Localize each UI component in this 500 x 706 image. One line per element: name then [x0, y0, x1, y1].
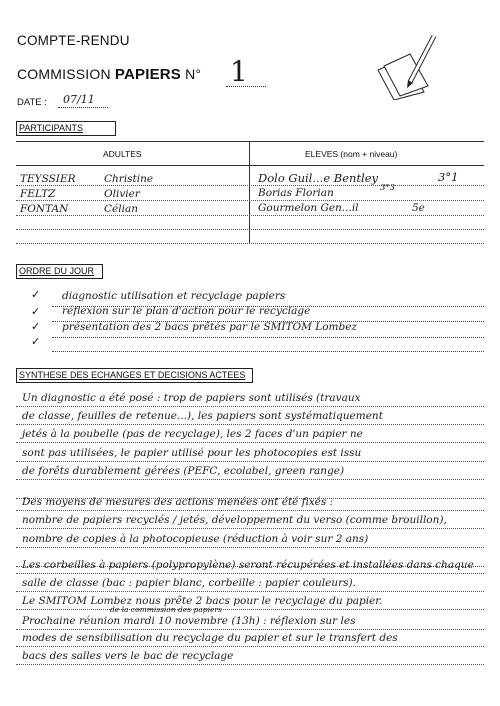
title-compte-rendu: COMPTE-RENDU — [17, 33, 130, 48]
ordre-item: présentation des 2 bacs prêtés par le SMITOM Lombez — [62, 321, 357, 333]
ordre-rule — [52, 337, 484, 338]
eleve-niveau: 3°1 — [438, 170, 459, 184]
synthese-line: nombre de papiers recyclés / jetés, développement du verso (comme brouillon), — [22, 514, 447, 526]
synthese-rule — [16, 510, 484, 511]
synthese-rule — [16, 591, 484, 592]
adulte-prenom: Olivier — [104, 188, 140, 200]
title-number-label: N° — [181, 66, 202, 82]
synthese-rule — [16, 547, 484, 548]
synthese-line: Prochaine réunion mardi 10 novembre (13h) : réflexion sur les — [22, 615, 356, 627]
synthese-line: salle de classe (bac : papier blanc, corbeille : papier couleurs). — [22, 577, 356, 589]
synthese-line: bacs des salles vers le bac de recyclage — [22, 650, 234, 662]
synthese-rule — [16, 442, 484, 443]
adulte-nom: FONTAN — [20, 203, 69, 215]
synthese-insert: de la commission des papiers — [110, 605, 222, 614]
synthese-rule — [16, 664, 484, 665]
participants-divider — [249, 141, 250, 243]
synthese-line: Le SMITOM Lombez nous prête 2 bacs pour le recyclage du papier. — [22, 595, 383, 607]
participants-row-rule — [16, 243, 484, 244]
checkmark-icon: ✓ — [31, 289, 41, 301]
synthese-heading: SYNTHESE DES ECHANGES ET DECISIONS ACTEES — [19, 370, 246, 380]
commission-number: 1 — [230, 55, 248, 88]
participants-row-rule — [16, 229, 484, 230]
synthese-rule — [16, 629, 484, 630]
ordre-item: diagnostic utilisation et recyclage papiers — [62, 290, 286, 302]
checkmark-icon: ✓ — [31, 321, 41, 333]
synthese-line: modes de sensibilisation du recyclage du papier et sur le transfert des — [22, 632, 398, 644]
col-adultes: ADULTES — [103, 149, 142, 159]
title-commission — [17, 66, 201, 83]
number-underline — [226, 86, 266, 87]
adulte-prenom: Célian — [104, 203, 138, 215]
synthese-rule — [16, 573, 484, 574]
eleve-nom: Dolo Guil...e Bentley — [258, 171, 379, 185]
synthese-rule — [16, 406, 484, 407]
synthese-line: Des moyens de mesures des actions menées ont été fixés : — [22, 496, 334, 508]
checkmark-icon: ✓ — [31, 306, 41, 318]
ordre-item: réflexion sur le plan d'action pour le recyclage — [62, 305, 311, 317]
synthese-rule — [16, 479, 484, 480]
synthese-line: nombre de copies à la photocopieuse (réduction à voir sur 2 ans) — [22, 533, 369, 545]
synthese-rule — [16, 646, 484, 647]
date-label: DATE : — [17, 97, 47, 108]
eleve-nom: Gourmelon Gen...il — [258, 202, 359, 214]
col-eleves: ELEVES (nom + niveau) — [305, 149, 398, 159]
ordre-rule — [52, 351, 484, 352]
participants-row-rule — [16, 215, 484, 216]
checkmark-icon: ✓ — [31, 336, 41, 348]
title-papiers: PAPIERS — [114, 66, 182, 83]
synthese-line: de classe, feuilles de retenue...), les papiers sont systématiquement — [22, 410, 383, 422]
synthese-rule — [16, 609, 484, 610]
title-commission-prefix: COMMISSION — [17, 66, 115, 82]
synthese-line: de forêts durablement gérées (PEFC, ecolabel, green range) — [22, 465, 345, 477]
synthese-line: Les corbeilles à papiers (polypropylène) seront récupérées et installées dans chaque — [22, 559, 474, 571]
ordre-heading: ORDRE DU JOUR — [19, 266, 95, 276]
participants-heading: PARTICIPANTS — [19, 123, 84, 133]
date-value: 07/11 — [63, 93, 95, 106]
adulte-prenom: Christine — [104, 173, 154, 185]
adulte-nom: FELTZ — [20, 188, 56, 200]
participants-header-rule — [16, 165, 484, 166]
synthese-rule — [16, 528, 484, 529]
synthese-rule — [16, 424, 484, 425]
adulte-nom: TEYSSIER — [20, 173, 76, 185]
synthese-line: sont pas utilisées, le papier utilisé pour les photocopies est issu — [22, 447, 362, 459]
participants-row-rule — [16, 200, 484, 201]
pencil-paper-icon — [370, 30, 450, 100]
eleve-niveau: 5e — [412, 202, 425, 214]
participants-row-rule — [16, 185, 484, 186]
synthese-rule — [16, 461, 484, 462]
eleve-nom: Borias Florian — [258, 187, 334, 199]
synthese-line: Un diagnostic a été posé : trop de papiers sont utilisés (travaux — [22, 392, 361, 404]
participants-top-rule — [16, 141, 484, 142]
eleve-niveau: 3°3 — [380, 183, 396, 193]
synthese-line: jetés à la poubelle (pas de recyclage), les 2 faces d'un papier ne — [22, 428, 363, 440]
date-underline — [58, 107, 108, 108]
